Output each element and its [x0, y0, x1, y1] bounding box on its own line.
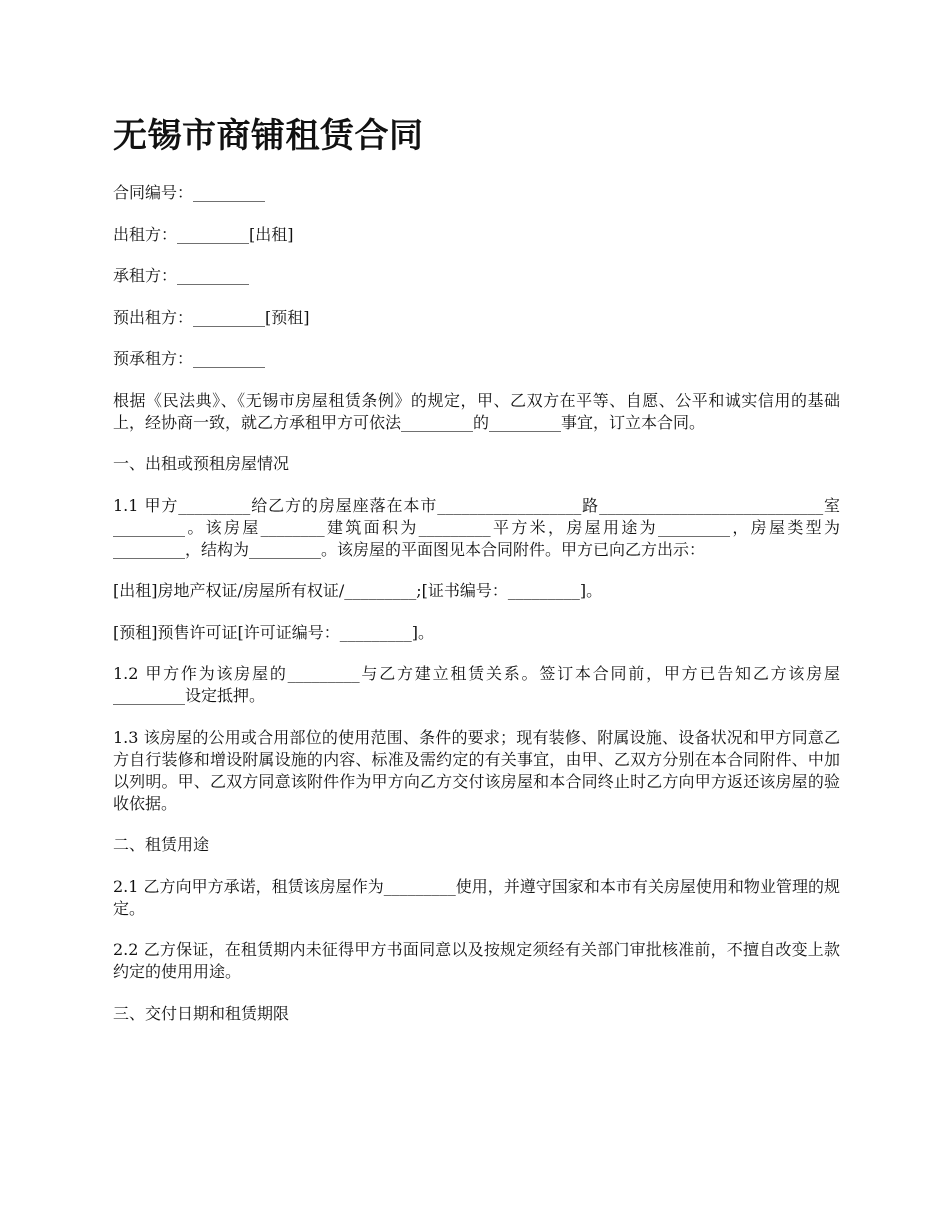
document-body: [113, 182, 840, 1044]
certificate-line: [出租]房地产权证/房屋所有权证/_________;[证书编号：_________]。: [113, 581, 603, 600]
preamble-paragraph: 根据《民法典》、《无锡市房屋租赁条例》的规定，甲、乙双方在平等、自愿、公平和诚实信用的基础上，经协商一致，就乙方承租甲方可依法_________的_________事宜，订立本合同。: [113, 390, 840, 432]
clause-1-1: 1.1 甲方_________给乙方的房屋座落在本市__________________路____________________________室_________。该房屋________建筑面积为_________平方米，房屋用途为_________，房屋类型为_________，结构为_________。该房屋的平面图见本合同附件。甲方已向乙方出示：: [113, 495, 840, 559]
lessor-line: 出租方：_________[出租]: [113, 224, 294, 244]
presale-permit-line: [预租]预售许可证[许可证编号：_________]。: [113, 622, 434, 642]
pre-lessee-line: 预承租方：_________: [113, 349, 266, 368]
clause-2-2: 2.2 乙方保证，在租赁期内未征得甲方书面同意以及按规定须经有关部门审批核准前，不擅自改变上款约定的使用用途。: [113, 940, 840, 981]
clause-2-1: 2.1 乙方向甲方承诺，租赁该房屋作为_________使用，并遵守国家和本市有关房屋使用和物业管理的规定。: [113, 876, 840, 918]
document-title: 无锡市商铺租赁合同: [113, 116, 424, 156]
clause-1-3: 1.3 该房屋的公用或合用部位的使用范围、条件的要求；现有装修、附属设施、设备状况和甲方同意乙方自行装修和增设附属设施的内容、标准及需约定的有关事宜，由甲、乙双方分别在本合同附件、中加以列明。甲、乙双方同意该附件作为甲方向乙方交付该房屋和本合同终止时乙方向甲方返还该房屋的验收依据。: [113, 727, 840, 813]
pre-lessor-line: 预出租方：_________[预租]: [113, 307, 310, 327]
section-heading-2: 二、租赁用途: [113, 835, 210, 854]
section-heading-3: 三、交付日期和租赁期限: [113, 1003, 290, 1023]
contract-number-line: 合同编号：_________: [113, 183, 266, 202]
clause-1-2: 1.2 甲方作为该房屋的_________与乙方建立租赁关系。签订本合同前，甲方已告知乙方该房屋_________设定抵押。: [113, 664, 840, 705]
lessee-line: 承租方：_________: [113, 266, 250, 285]
section-heading-1: 一、出租或预租房屋情况: [113, 454, 290, 473]
